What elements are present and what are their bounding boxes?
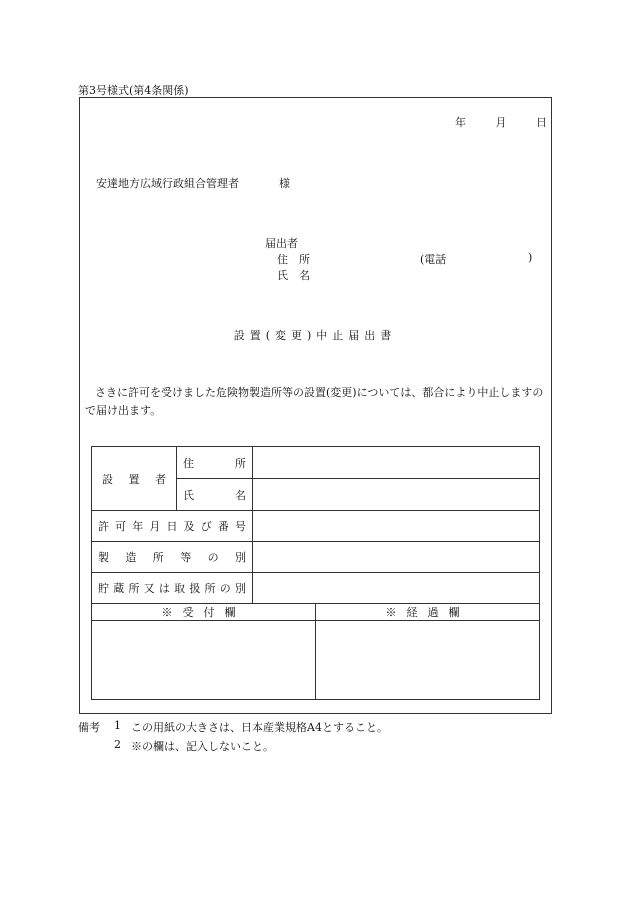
installer-label: 設置者 [102,472,166,486]
reception-cell [92,621,316,700]
form-number: 第3号様式(第4条関係) [78,84,189,97]
progress-header-cell [316,604,540,621]
storage-type-label: 貯蔵所又は取扱所の別 [98,582,246,595]
date-year: 年 [455,116,466,129]
installer-cell [92,447,177,511]
facility-type-input-cell[interactable] [253,542,540,573]
facility-type-label-cell [92,542,253,573]
facility-type-label: 製造所等の別 [98,551,246,564]
date-line [449,114,547,130]
addressee [96,175,290,191]
address-label: 住所 [183,456,246,470]
permit-label-cell [92,511,253,542]
storage-type-label-cell [92,573,253,604]
address-input-cell[interactable] [253,447,540,479]
form-table [91,446,540,700]
name-label: 氏名 [183,488,246,502]
notifier-label: 届出者 [265,237,298,250]
date-day: 日 [536,116,547,129]
notifier-phone-close: ) [528,251,533,264]
addressee-name: 安達地方広域行政組合管理者 [96,177,239,190]
date-month: 月 [495,116,507,129]
notifier-name-label: 氏 名 [277,269,310,282]
notifier-address-label: 住 所 [277,253,310,266]
progress-cell [316,621,540,700]
progress-header: ※経過欄 [385,606,470,619]
notifier-phone-open: (電話 [420,253,447,266]
note-2-number: 2 [114,738,121,751]
reception-header-cell [92,604,316,621]
addressee-honorific: 様 [279,177,290,190]
permit-input-cell[interactable] [253,511,540,542]
note-1-number: 1 [114,719,121,732]
address-label-cell [177,447,253,479]
body-text: さきに許可を受けました危険物製造所等の設置(変更)については、都合により中止しますので届け出ます。 [85,386,544,417]
storage-type-input-cell[interactable] [253,573,540,604]
notes-label: 備考 [78,721,100,734]
reception-header: ※受付欄 [161,606,246,619]
name-input-cell[interactable] [253,479,540,511]
note-2-text: ※の欄は、記入しないこと。 [131,740,274,753]
note-1-text: この用紙の大きさは、日本産業規格A4とすること。 [131,721,388,734]
permit-label: 許可年月日及び番号 [98,520,246,533]
document-title: 設置(変更)中止届出書 [233,329,397,342]
name-label-cell [177,479,253,511]
